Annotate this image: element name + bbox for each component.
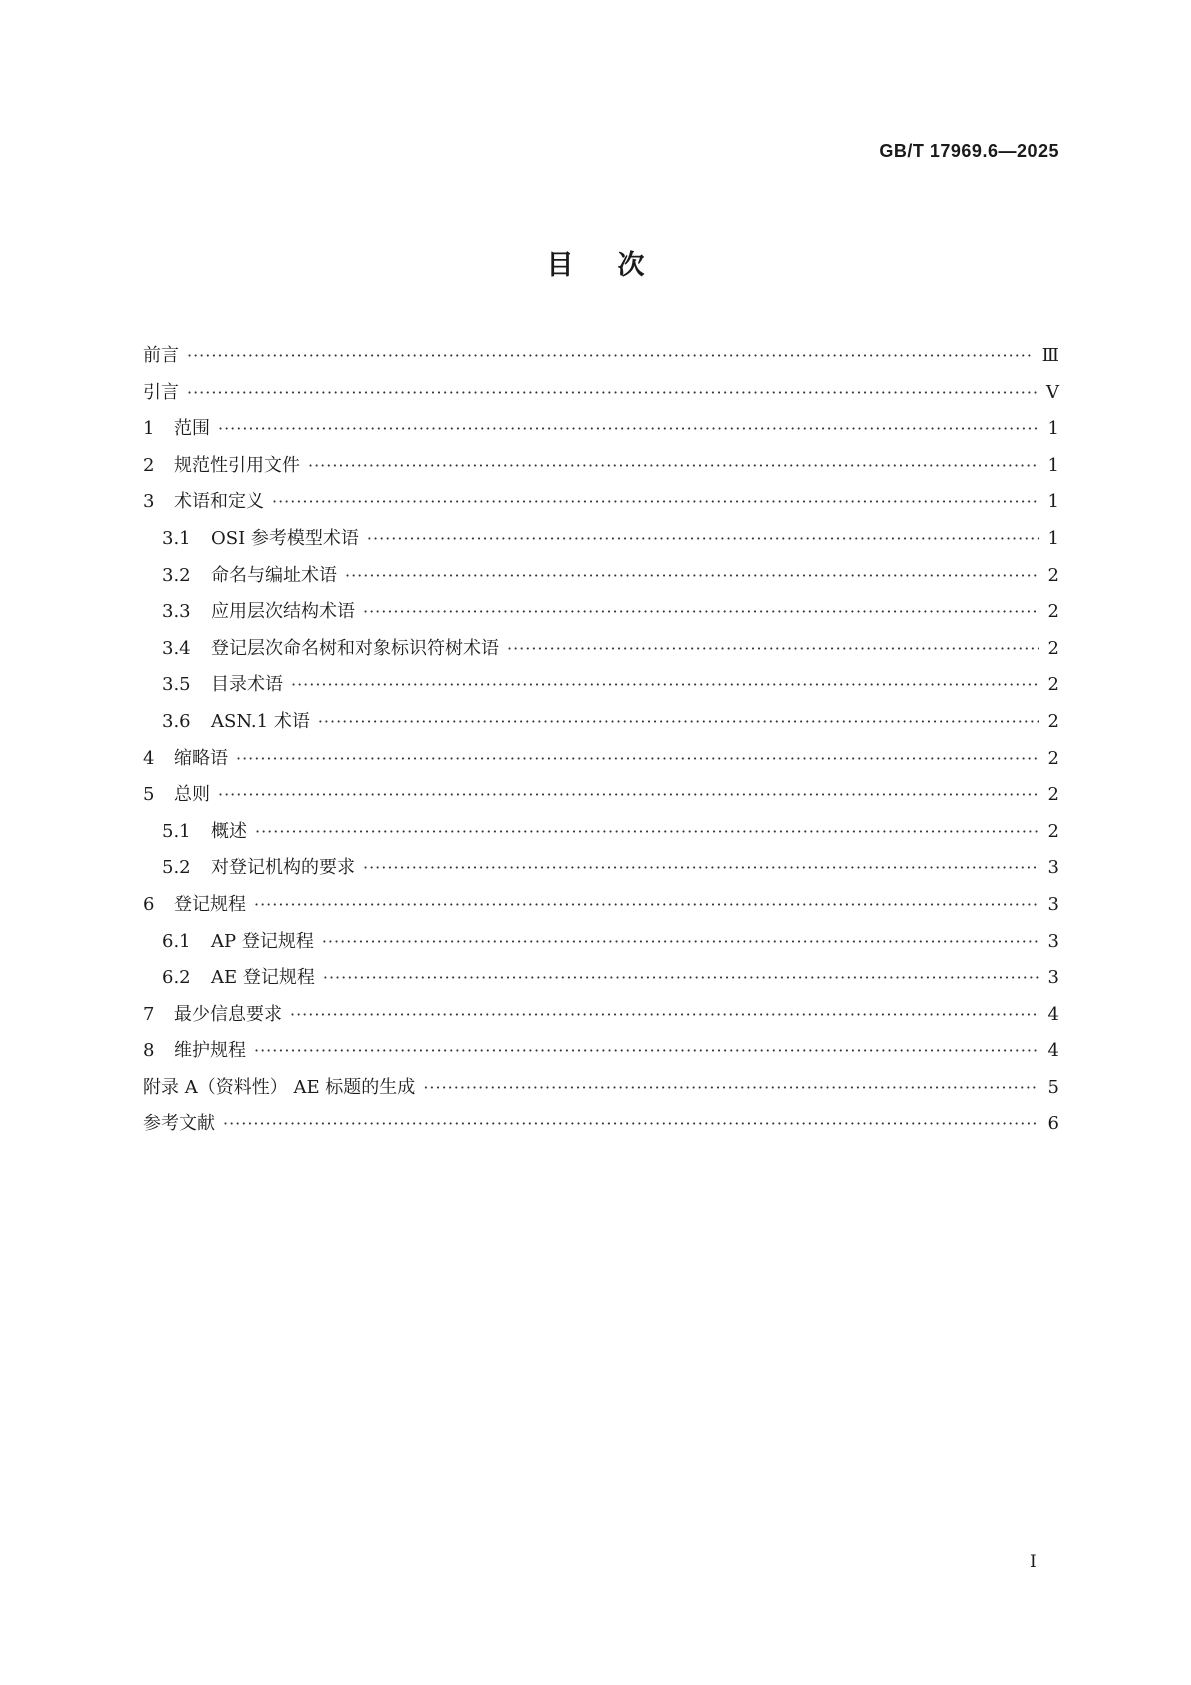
toc-entry[interactable] — [143, 817, 1059, 854]
toc-entry-page: 2 — [1047, 564, 1059, 586]
dot-leader — [323, 968, 1039, 987]
toc-entry-page: 2 — [1047, 674, 1059, 696]
document-code: GB/T 17969.6—2025 — [879, 141, 1059, 161]
toc-entry[interactable] — [143, 707, 1059, 744]
dot-leader — [318, 712, 1039, 731]
dot-leader — [187, 383, 1038, 402]
dot-leader — [254, 1041, 1039, 1060]
toc-entry-number: 3.4 — [162, 637, 191, 659]
toc-entry-page: 2 — [1047, 747, 1059, 769]
toc-entry-page: 1 — [1047, 418, 1059, 440]
toc-entry-page: Ⅲ — [1041, 345, 1059, 366]
toc-entry-number: 6 — [143, 893, 155, 915]
dot-leader — [322, 932, 1039, 951]
toc-entry-page: 6 — [1047, 1113, 1059, 1135]
toc-entry[interactable] — [143, 341, 1059, 378]
toc-entry-number: 3.3 — [162, 601, 191, 623]
dot-leader — [291, 675, 1039, 694]
toc-entry-page: 1 — [1047, 527, 1059, 549]
toc-entry-label: 登记规程 — [174, 893, 246, 915]
toc-entry-label: 概述 — [211, 820, 247, 842]
toc-entry-label: 对登记机构的要求 — [211, 857, 355, 879]
dot-leader — [218, 419, 1039, 438]
page-title: 目次 — [546, 250, 689, 281]
toc-entry[interactable] — [143, 890, 1059, 927]
toc-entry-page: 3 — [1047, 857, 1059, 879]
toc-entry-page: 2 — [1047, 784, 1059, 806]
toc-entry-label: AE 登记规程 — [211, 967, 315, 989]
toc-entry[interactable] — [143, 1036, 1059, 1073]
toc-entry[interactable] — [143, 634, 1059, 671]
dot-leader — [345, 566, 1039, 585]
dot-leader — [218, 785, 1039, 804]
toc-entry-label: AP 登记规程 — [211, 930, 314, 952]
toc-entry-number: 3.6 — [162, 710, 191, 732]
toc-entry-page: 5 — [1047, 1076, 1059, 1098]
toc-entry-label: 范围 — [174, 418, 210, 440]
toc-entry-page: 1 — [1047, 491, 1059, 513]
toc-entry-page: 2 — [1047, 820, 1059, 842]
toc-entry[interactable] — [143, 451, 1059, 488]
toc-entry-number: 4 — [143, 747, 155, 769]
toc-entry-number: 2 — [143, 454, 155, 476]
dot-leader — [507, 639, 1039, 658]
table-of-contents — [143, 341, 1059, 1146]
toc-entry[interactable] — [143, 487, 1059, 524]
dot-leader — [363, 602, 1039, 621]
toc-entry-number: 1 — [143, 418, 155, 440]
toc-entry[interactable] — [143, 670, 1059, 707]
toc-entry-number: 5 — [143, 784, 155, 806]
toc-entry-label: 命名与编址术语 — [211, 564, 337, 586]
toc-entry[interactable] — [143, 1073, 1059, 1110]
toc-entry-label: 术语和定义 — [174, 491, 264, 513]
toc-entry-number: 3 — [143, 491, 155, 513]
toc-entry-page: 3 — [1047, 930, 1059, 952]
toc-entry-label: 总则 — [174, 784, 210, 806]
toc-entry-label: 附录 A（资料性） AE 标题的生成 — [143, 1076, 416, 1098]
dot-leader — [290, 1005, 1039, 1024]
toc-entry-page: 2 — [1047, 710, 1059, 732]
toc-entry-label: 前言 — [143, 345, 179, 366]
toc-entry[interactable] — [143, 378, 1059, 415]
toc-entry-page: 1 — [1047, 454, 1059, 476]
toc-entry[interactable] — [143, 853, 1059, 890]
toc-entry-page: 2 — [1047, 601, 1059, 623]
toc-entry[interactable] — [143, 1109, 1059, 1146]
toc-entry-label: 目录术语 — [211, 674, 283, 696]
toc-entry[interactable] — [143, 963, 1059, 1000]
toc-entry[interactable] — [143, 927, 1059, 964]
toc-entry[interactable] — [143, 414, 1059, 451]
toc-entry-number: 5.1 — [162, 820, 191, 842]
toc-entry-number: 8 — [143, 1040, 155, 1062]
toc-entry-label: 规范性引用文件 — [174, 454, 300, 476]
dot-leader — [308, 456, 1039, 475]
toc-entry-label: 维护规程 — [174, 1040, 246, 1062]
toc-entry-page: 4 — [1047, 1003, 1059, 1025]
toc-entry-label: 引言 — [143, 381, 179, 403]
dot-leader — [272, 492, 1039, 511]
toc-entry-number: 3.5 — [162, 674, 191, 696]
toc-entry-number: 3.1 — [162, 527, 191, 549]
dot-leader — [255, 822, 1039, 841]
toc-entry-page: 4 — [1047, 1040, 1059, 1062]
toc-entry[interactable] — [143, 524, 1059, 561]
toc-entry-number: 5.2 — [162, 857, 191, 879]
toc-entry-label: ASN.1 术语 — [211, 710, 310, 732]
toc-entry-label: 登记层次命名树和对象标识符树术语 — [211, 637, 499, 659]
toc-entry[interactable] — [143, 1000, 1059, 1037]
dot-leader — [187, 346, 1034, 365]
toc-entry-label: 缩略语 — [174, 747, 228, 769]
toc-entry-page: 3 — [1047, 893, 1059, 915]
toc-entry[interactable] — [143, 780, 1059, 817]
toc-entry[interactable] — [143, 597, 1059, 634]
dot-leader — [423, 1078, 1039, 1097]
dot-leader — [236, 749, 1039, 768]
toc-entry-page: 3 — [1047, 967, 1059, 989]
toc-entry-label: 应用层次结构术语 — [211, 601, 355, 623]
toc-entry-number: 7 — [143, 1003, 155, 1025]
dot-leader — [254, 895, 1039, 914]
toc-entry-number: 6.1 — [162, 930, 191, 952]
toc-entry-number: 3.2 — [162, 564, 191, 586]
toc-entry-label: OSI 参考模型术语 — [211, 527, 359, 549]
toc-entry-label: 参考文献 — [143, 1113, 215, 1135]
dot-leader — [363, 858, 1039, 877]
toc-entry-number: 6.2 — [162, 967, 191, 989]
dot-leader — [367, 529, 1039, 548]
toc-entry-page: 2 — [1047, 637, 1059, 659]
toc-entry[interactable] — [143, 561, 1059, 598]
page-number: I — [1030, 1552, 1037, 1572]
toc-entry-label: 最少信息要求 — [174, 1003, 282, 1025]
toc-entry-page: Ⅴ — [1046, 381, 1059, 403]
dot-leader — [223, 1114, 1039, 1133]
toc-entry[interactable] — [143, 744, 1059, 781]
